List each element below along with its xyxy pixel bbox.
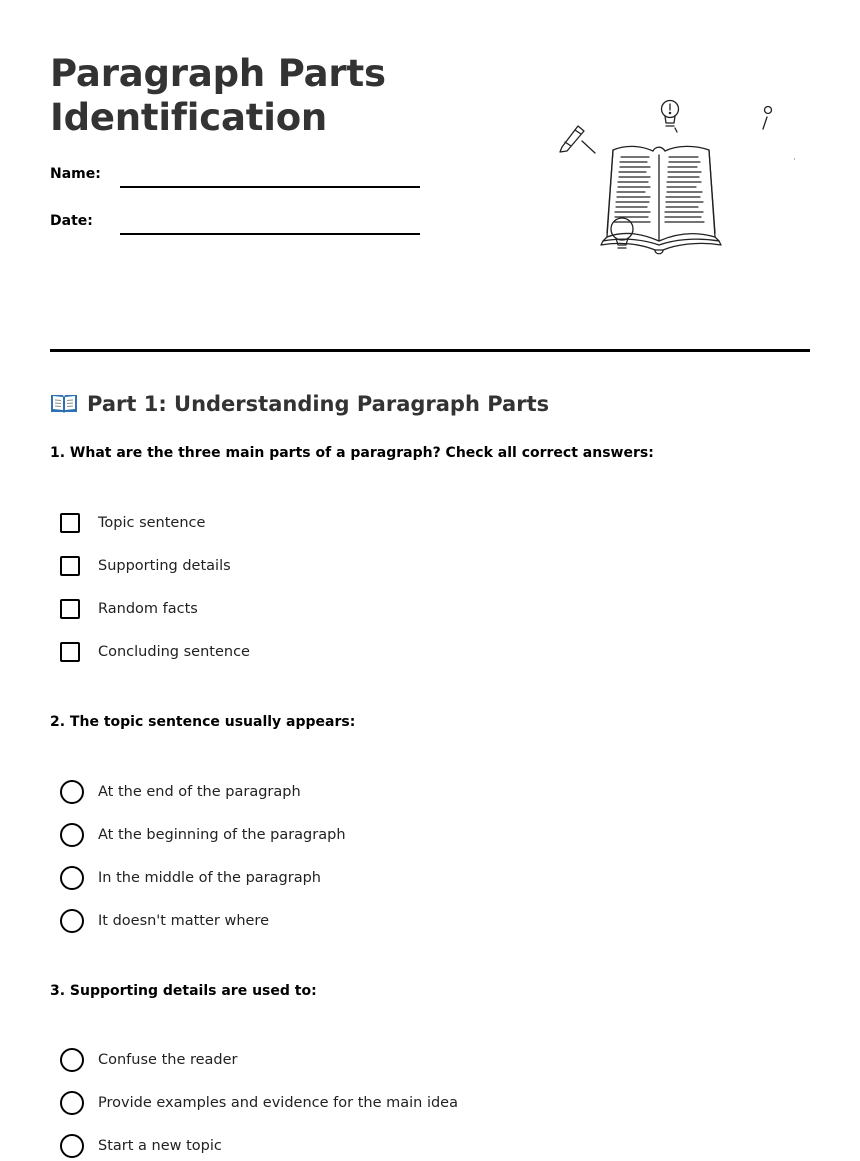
section-divider (50, 349, 810, 352)
option-label: Supporting details (98, 558, 231, 574)
option-label: Random facts (98, 601, 198, 617)
question-3-option-1[interactable] (60, 1048, 238, 1072)
spark-line (582, 141, 595, 153)
idea-dot (763, 107, 772, 130)
radio-button[interactable] (60, 823, 84, 847)
question-2-option-3[interactable] (60, 866, 321, 890)
question-1-option-4[interactable] (60, 640, 250, 664)
checkbox[interactable] (60, 513, 80, 533)
question-3: 3. Supporting details are used to: (50, 983, 317, 999)
question-1-option-2[interactable] (60, 554, 231, 578)
question-1-option-1[interactable] (60, 511, 206, 535)
lightbulb-icon (662, 101, 679, 127)
name-label: Name: (50, 166, 101, 182)
radio-button[interactable] (60, 780, 84, 804)
date-field[interactable] (120, 233, 420, 235)
book-icon (601, 146, 721, 253)
question-2-option-4[interactable] (60, 909, 269, 933)
option-label: Topic sentence (98, 515, 206, 531)
option-label: Confuse the reader (98, 1052, 238, 1068)
section-heading-text: Part 1: Understanding Paragraph Parts (87, 392, 550, 416)
radio-button[interactable] (60, 1048, 84, 1072)
radio-button[interactable] (60, 1091, 84, 1115)
question-3-option-2[interactable] (60, 1091, 458, 1115)
question-2-option-2[interactable] (60, 823, 346, 847)
question-2: 2. The topic sentence usually appears: (50, 714, 356, 730)
spark-line (675, 128, 677, 132)
question-3-option-3[interactable] (60, 1134, 222, 1158)
question-1: 1. What are the three main parts of a paragraph? Check all correct answers: (50, 445, 654, 461)
open-book-illustration (555, 95, 795, 260)
radio-button[interactable] (60, 909, 84, 933)
checkbox[interactable] (60, 599, 80, 619)
section-heading (50, 389, 549, 419)
checkbox[interactable] (60, 556, 80, 576)
option-label: At the end of the paragraph (98, 784, 301, 800)
worksheet-title: Paragraph Parts Identification (50, 52, 386, 139)
pencil-icon (560, 126, 584, 152)
radio-button[interactable] (60, 1134, 84, 1158)
open-book-icon (50, 392, 78, 414)
option-label: Provide examples and evidence for the main idea (98, 1095, 458, 1111)
name-field[interactable] (120, 186, 420, 188)
option-label: It doesn't matter where (98, 913, 269, 929)
date-label: Date: (50, 213, 93, 229)
option-label: Start a new topic (98, 1138, 222, 1154)
option-label: In the middle of the paragraph (98, 870, 321, 886)
radio-button[interactable] (60, 866, 84, 890)
option-label: Concluding sentence (98, 644, 250, 660)
checkbox[interactable] (60, 642, 80, 662)
option-label: At the beginning of the paragraph (98, 827, 346, 843)
question-1-option-3[interactable] (60, 597, 198, 621)
question-2-option-1[interactable] (60, 780, 301, 804)
